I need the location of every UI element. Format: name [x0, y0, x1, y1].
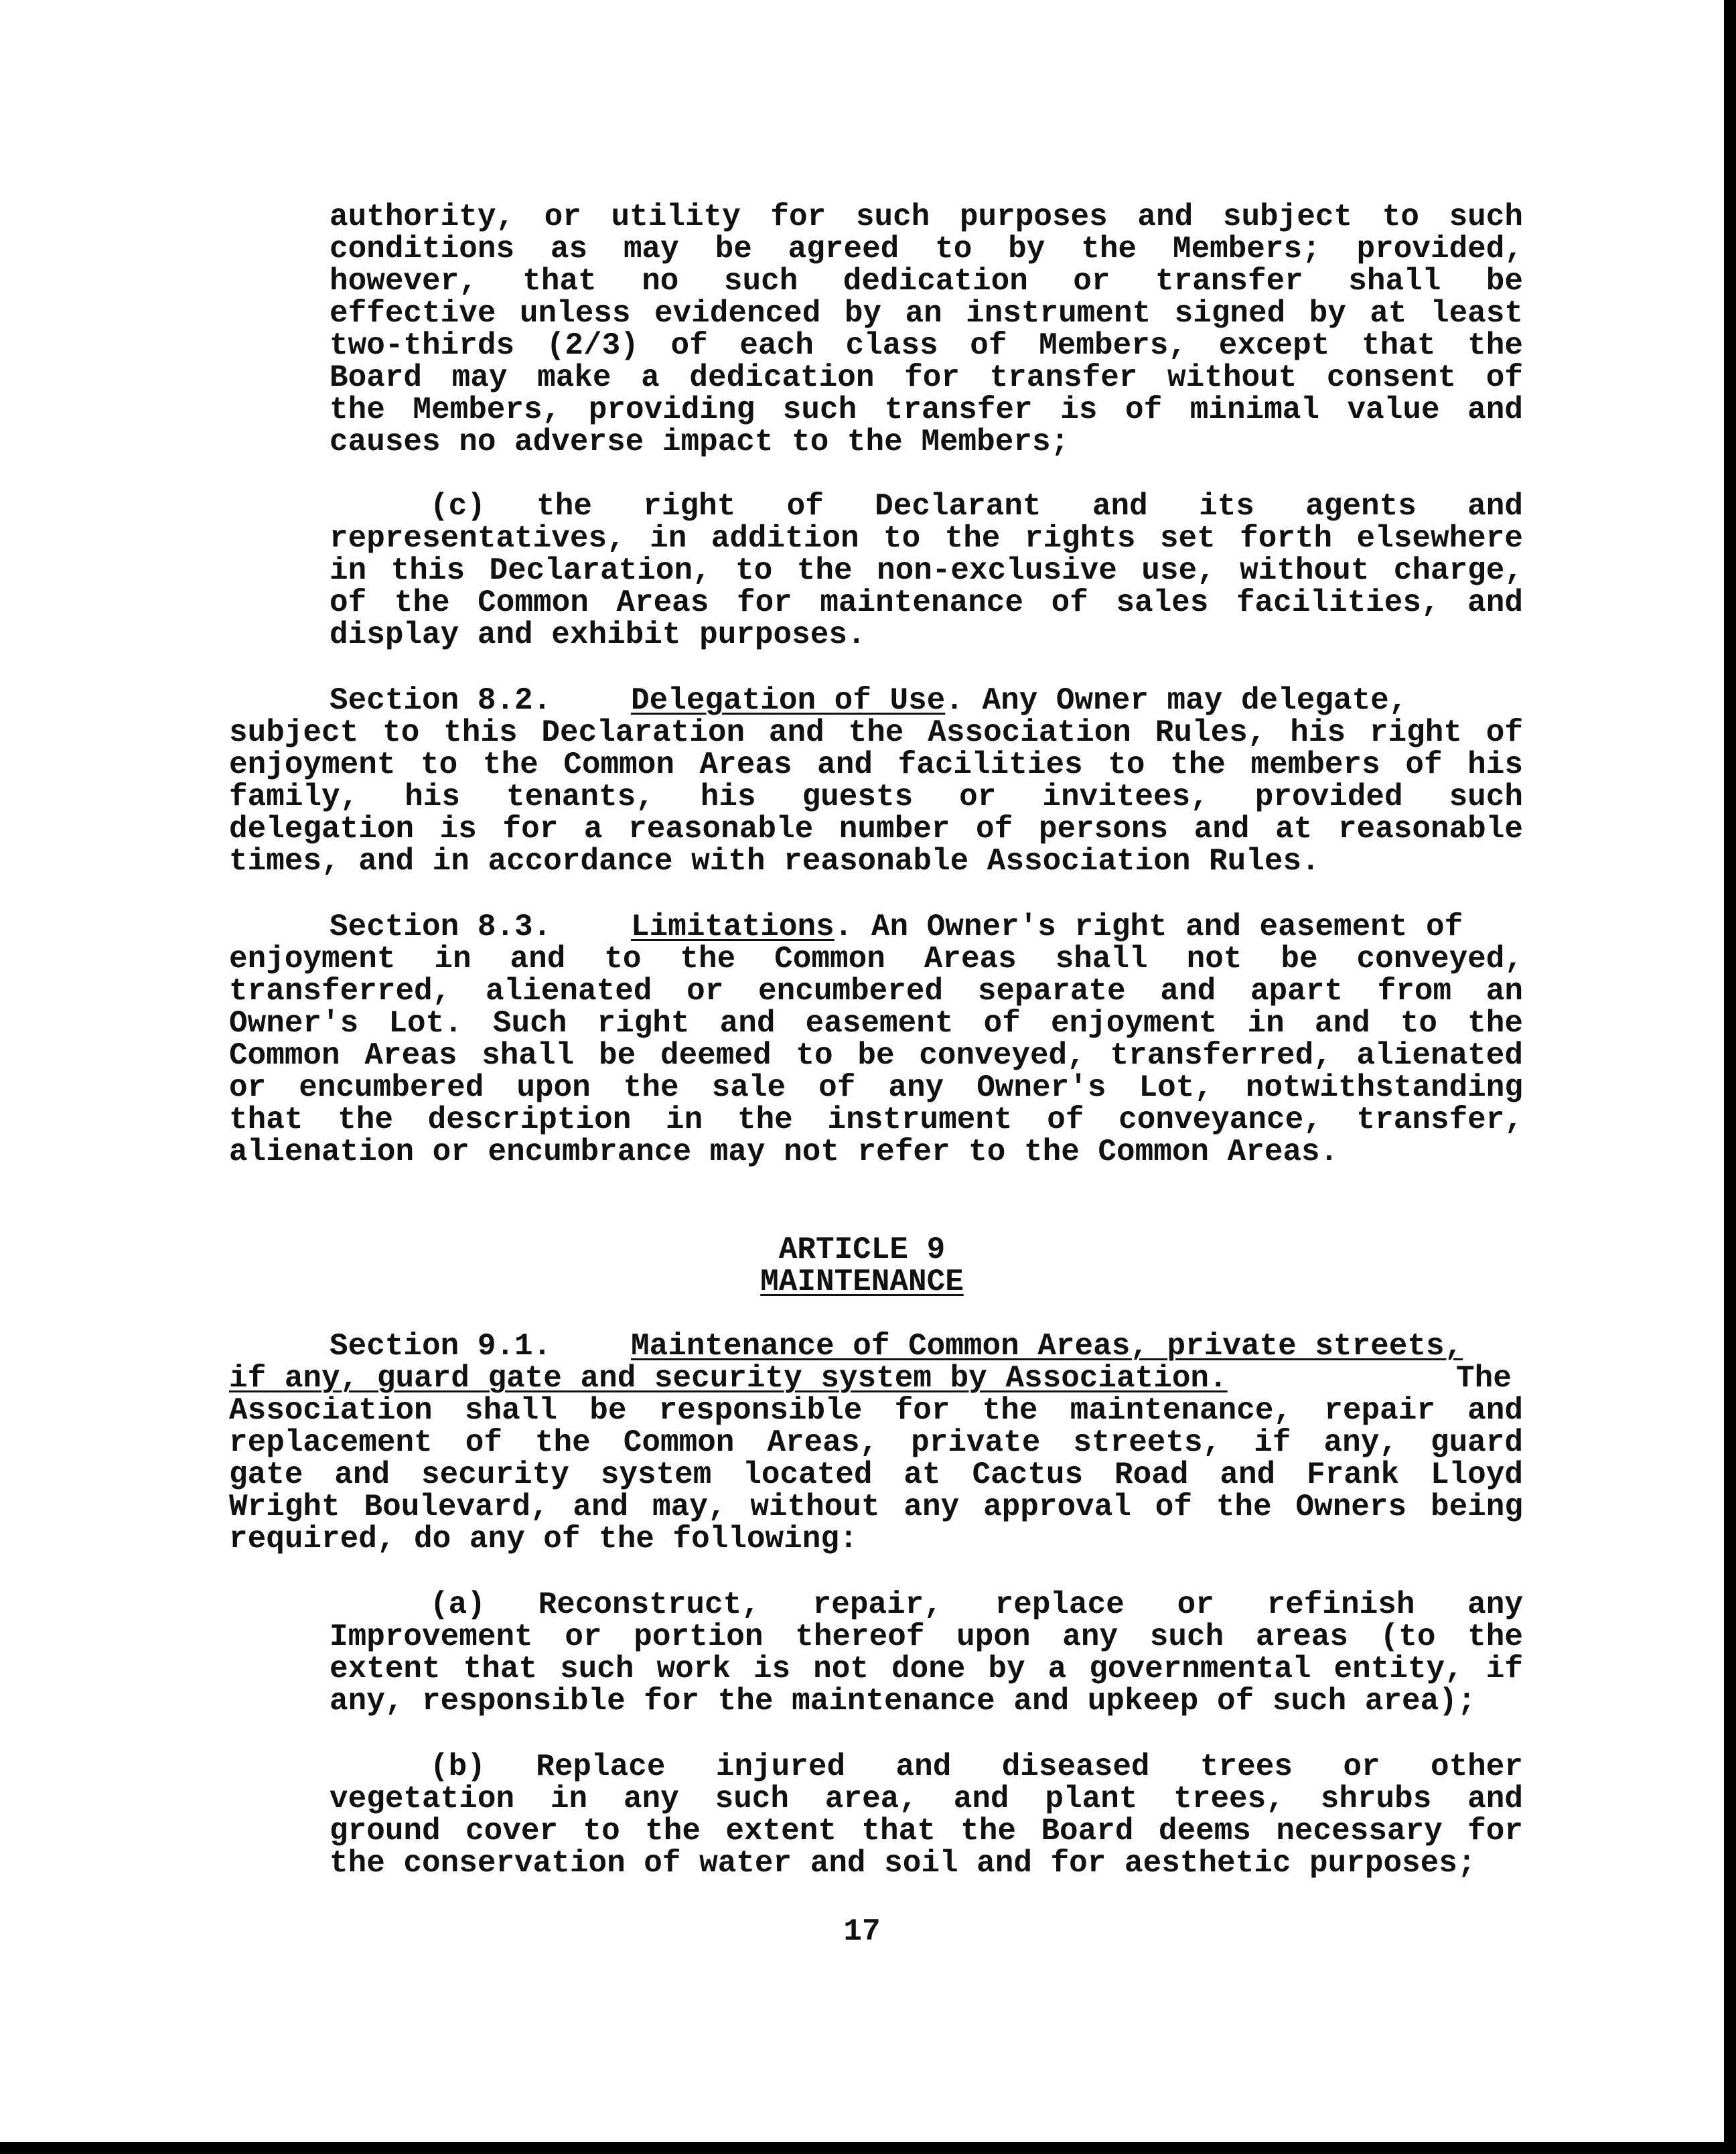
- section-label: Section 9.1.: [330, 1329, 552, 1364]
- text-line: conditions as may be agreed to by the Members; provided,: [330, 232, 1523, 267]
- heading-line: [631, 685, 1407, 717]
- text-line: Owner's Lot. Such right and easement of enjoyment in and to the: [229, 1006, 1523, 1041]
- page-number: 17: [843, 1914, 881, 1949]
- text-line: Board may make a dedication for transfer without consent of: [330, 360, 1523, 395]
- heading-line: [631, 911, 1463, 943]
- text-line: Wright Boulevard, and may, without any approval of the Owners being: [229, 1490, 1523, 1524]
- text-line: times, and in accordance with reasonable Association Rules.: [229, 844, 1320, 879]
- text-line: transferred, alienated or encumbered separate and apart from an: [229, 974, 1523, 1009]
- text-line: authority, or utility for such purposes and subject to such: [330, 200, 1523, 234]
- section-text: The: [1456, 1361, 1512, 1396]
- text-line: in this Declaration, to the non-exclusive use, without charge,: [330, 553, 1523, 588]
- text-line: vegetation in any such area, and plant trees, shrubs and: [330, 1782, 1523, 1816]
- text-line: of the Common Areas for maintenance of sales facilities, and: [330, 585, 1523, 620]
- text-line: delegation is for a reasonable number of persons and at reasonable: [229, 812, 1523, 847]
- text-line: or encumbered upon the sale of any Owner's Lot, notwithstanding: [229, 1070, 1523, 1105]
- section-heading: if any, guard gate and security system by Association.: [229, 1361, 1228, 1396]
- section-label: Section 8.3.: [330, 910, 552, 944]
- heading-line: [631, 1330, 1463, 1362]
- section-label: Section 8.2.: [330, 683, 552, 718]
- text-line: required, do any of the following:: [229, 1522, 858, 1557]
- article-number: ARTICLE 9: [778, 1232, 946, 1267]
- text-line: however, that no such dedication or transfer shall be: [330, 264, 1523, 299]
- text-line: subject to this Declaration and the Association Rules, his right of: [229, 715, 1523, 750]
- section-text: . Any Owner may delegate,: [945, 683, 1408, 718]
- paragraph-continuation: [0, 129, 1523, 459]
- text-line: (c) the right of Declarant and its agents and: [430, 489, 1523, 524]
- text-line: Common Areas shall be deemed to be conveyed, transferred, alienated: [229, 1038, 1523, 1073]
- text-line: enjoyment to the Common Areas and facilities to the members of his: [229, 747, 1523, 782]
- section-heading: Maintenance of Common Areas, private streets,: [631, 1329, 1463, 1364]
- text-line: enjoyment in and to the Common Areas shall not be conveyed,: [229, 942, 1523, 977]
- text-line: alienation or encumbrance may not refer to the Common Areas.: [229, 1135, 1339, 1169]
- section-heading: Delegation of Use: [631, 683, 946, 718]
- article-title: MAINTENANCE: [760, 1265, 964, 1299]
- text-line: causes no adverse impact to the Members;: [330, 425, 1070, 459]
- text-line: family, his tenants, his guests or invitees, provided such: [229, 780, 1523, 814]
- section-text: . An Owner's right and easement of: [834, 910, 1463, 944]
- text-line: that the description in the instrument of conveyance, transfer,: [229, 1102, 1523, 1137]
- text-line: (b) Replace injured and diseased trees or other: [430, 1749, 1523, 1784]
- text-line: replacement of the Common Areas, private streets, if any, guard: [229, 1425, 1523, 1460]
- text-line: display and exhibit purposes.: [330, 618, 866, 652]
- heading-line: [229, 1362, 1228, 1394]
- text-line: Association shall be responsible for the maintenance, repair and: [229, 1393, 1523, 1428]
- text-line: ground cover to the extent that the Board deems necessary for: [330, 1814, 1523, 1849]
- text-line: the conservation of water and soil and for aesthetic purposes;: [330, 1846, 1476, 1881]
- text-line: the Members, providing such transfer is of minimal value and: [330, 392, 1523, 427]
- section-heading: Limitations: [631, 910, 835, 944]
- text-line: gate and security system located at Cactus Road and Frank Lloyd: [229, 1457, 1523, 1492]
- text-line: representatives, in addition to the rights set forth elsewhere: [330, 521, 1523, 556]
- text-line: effective unless evidenced by an instrument signed by at least: [330, 296, 1523, 331]
- text-line: two-thirds (2/3) of each class of Members, except that the: [330, 328, 1523, 363]
- text-line: (a) Reconstruct, repair, replace or refinish any: [430, 1587, 1523, 1622]
- text-line: Improvement or portion thereof upon any such areas (to the: [330, 1620, 1523, 1654]
- article-title-line: [0, 1266, 1724, 1298]
- text-line: extent that such work is not done by a governmental entity, if: [330, 1652, 1523, 1686]
- text-line: any, responsible for the maintenance and upkeep of such area);: [330, 1684, 1476, 1719]
